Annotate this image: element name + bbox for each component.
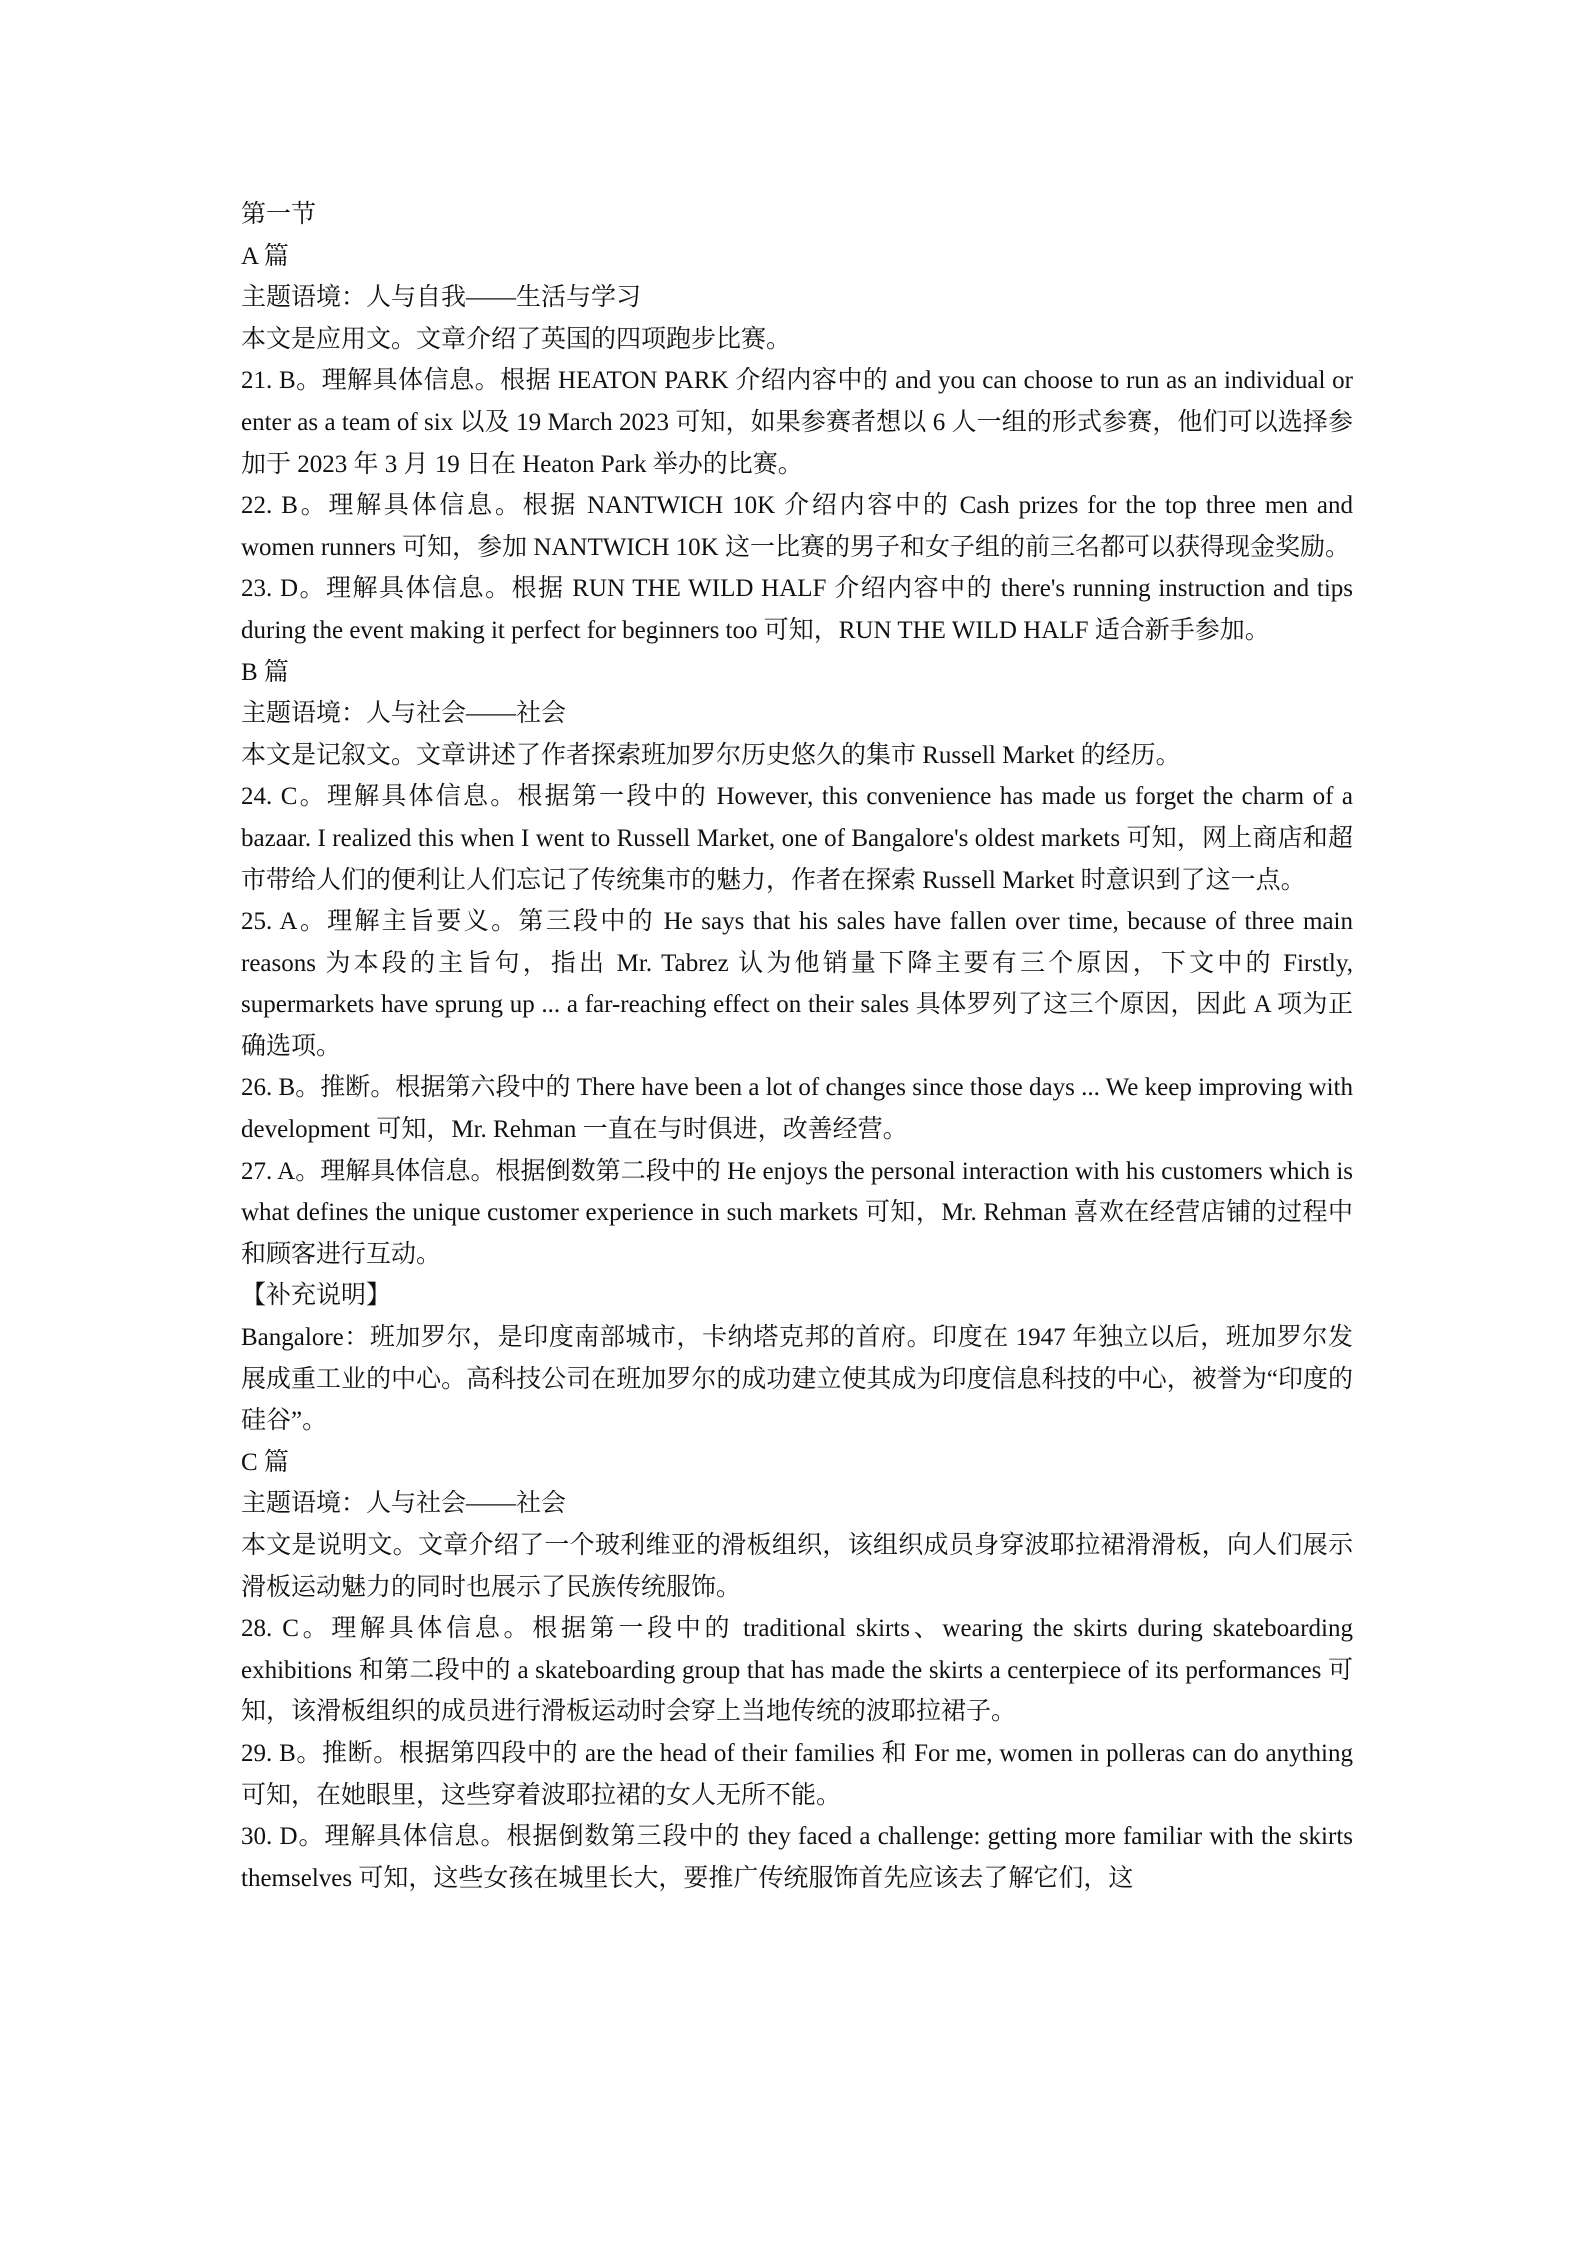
answer-26: 26. B。推断。根据第六段中的 There have been a lot of changes since those days ... We keep improving with development 可知，Mr. Rehman 一直在与时俱进，改善经营。 <box>241 1074 1353 1144</box>
passage-c <box>241 1442 1353 1900</box>
answer-explanation-page <box>241 194 1353 1899</box>
answer-22: 22. B。理解具体信息。根据 NANTWICH 10K 介绍内容中的 Cash prizes for the top three men and women runners 可知，参加 NANTWICH 10K 这一比赛的男子和女子组的前三名都可以获得现金奖励。 <box>241 492 1353 561</box>
answer-29: 29. B。推断。根据第四段中的 are the head of their families 和 For me, women in polleras can do anything 可知，在她眼里，这些穿着波耶拉裙的女人无所不能。 <box>241 1739 1353 1809</box>
passage-summary: 本文是应用文。文章介绍了英国的四项跑步比赛。 <box>241 325 792 353</box>
passage-theme: 主题语境：人与自我——生活与学习 <box>241 284 642 312</box>
passage-theme: 主题语境：人与社会——社会 <box>241 1490 567 1518</box>
supplement-label: 【补充说明】 <box>241 1282 392 1310</box>
section-title: 第一节 <box>241 201 317 228</box>
passage-title: A 篇 <box>241 242 289 270</box>
passage-title: B 篇 <box>241 658 289 686</box>
passage-summary: 本文是说明文。文章介绍了一个玻利维亚的滑板组织，该组织成员身穿波耶拉裙滑滑板，向人们展示滑板运动魅力的同时也展示了民族传统服饰。 <box>241 1532 1353 1601</box>
passage-theme: 主题语境：人与社会——社会 <box>241 700 567 728</box>
passage-summary: 本文是记叙文。文章讲述了作者探索班加罗尔历史悠久的集市 Russell Market 的经历。 <box>241 741 1181 769</box>
answer-28: 28. C。理解具体信息。根据第一段中的 traditional skirts、wearing the skirts during skateboarding exhibitions 和第二段中的 a skateboarding group that has made the skirts a centerpiece of its performances 可知，该滑板组织的成员进行滑板运动时会穿上当地传统的波耶拉裙子。 <box>241 1615 1353 1726</box>
passage-title: C 篇 <box>241 1448 289 1476</box>
passage-a <box>241 236 1353 652</box>
answer-21: 21. B。理解具体信息。根据 HEATON PARK 介绍内容中的 and you can choose to run as an individual or enter as a team of six 以及 19 March 2023 可知，如果参赛者想以 6 人一组的形式参赛，他们可以选择参加于 2023 年 3 月 19 日在 Heaton Park 举办的比赛。 <box>241 367 1353 478</box>
answer-24: 24. C。理解具体信息。根据第一段中的 However, this convenience has made us forget the charm of a bazaar. I realized this when I went to Russell Market, one of Bangalore's oldest markets 可知，网上商店和超市带给人们的便利让人们忘记了传统集市的魅力，作者在探索 Russell Market 时意识到了这一点。 <box>241 783 1353 894</box>
answer-25: 25. A。理解主旨要义。第三段中的 He says that his sales have fallen over time, because of three main reasons 为本段的主旨句，指出 Mr. Tabrez 认为他销量下降主要有三个原因，下文中的 Firstly, supermarkets have sprung up ... a far-reaching effect on their sales 具体罗列了这三个原因，因此 A 项为正确选项。 <box>241 908 1353 1060</box>
supplement-text: Bangalore：班加罗尔，是印度南部城市，卡纳塔克邦的首府。印度在 1947 年独立以后，班加罗尔发展成重工业的中心。高科技公司在班加罗尔的成功建立使其成为印度信息科技的中心，被誉为“印度的硅谷”。 <box>241 1324 1353 1435</box>
answer-30: 30. D。理解具体信息。根据倒数第三段中的 they faced a challenge: getting more familiar with the skirts themselves 可知，这些女孩在城里长大，要推广传统服饰首先应该去了解它们，这 <box>241 1823 1353 1892</box>
answer-27: 27. A。理解具体信息。根据倒数第二段中的 He enjoys the personal interaction with his customers which is what defines the unique customer experience in such markets 可知，Mr. Rehman 喜欢在经营店铺的过程中和顾客进行互动。 <box>241 1157 1353 1268</box>
passage-b <box>241 652 1353 1442</box>
answer-23: 23. D。理解具体信息。根据 RUN THE WILD HALF 介绍内容中的 there's running instruction and tips during the event making it perfect for beginners too 可知，RUN THE WILD HALF 适合新手参加。 <box>241 575 1353 644</box>
